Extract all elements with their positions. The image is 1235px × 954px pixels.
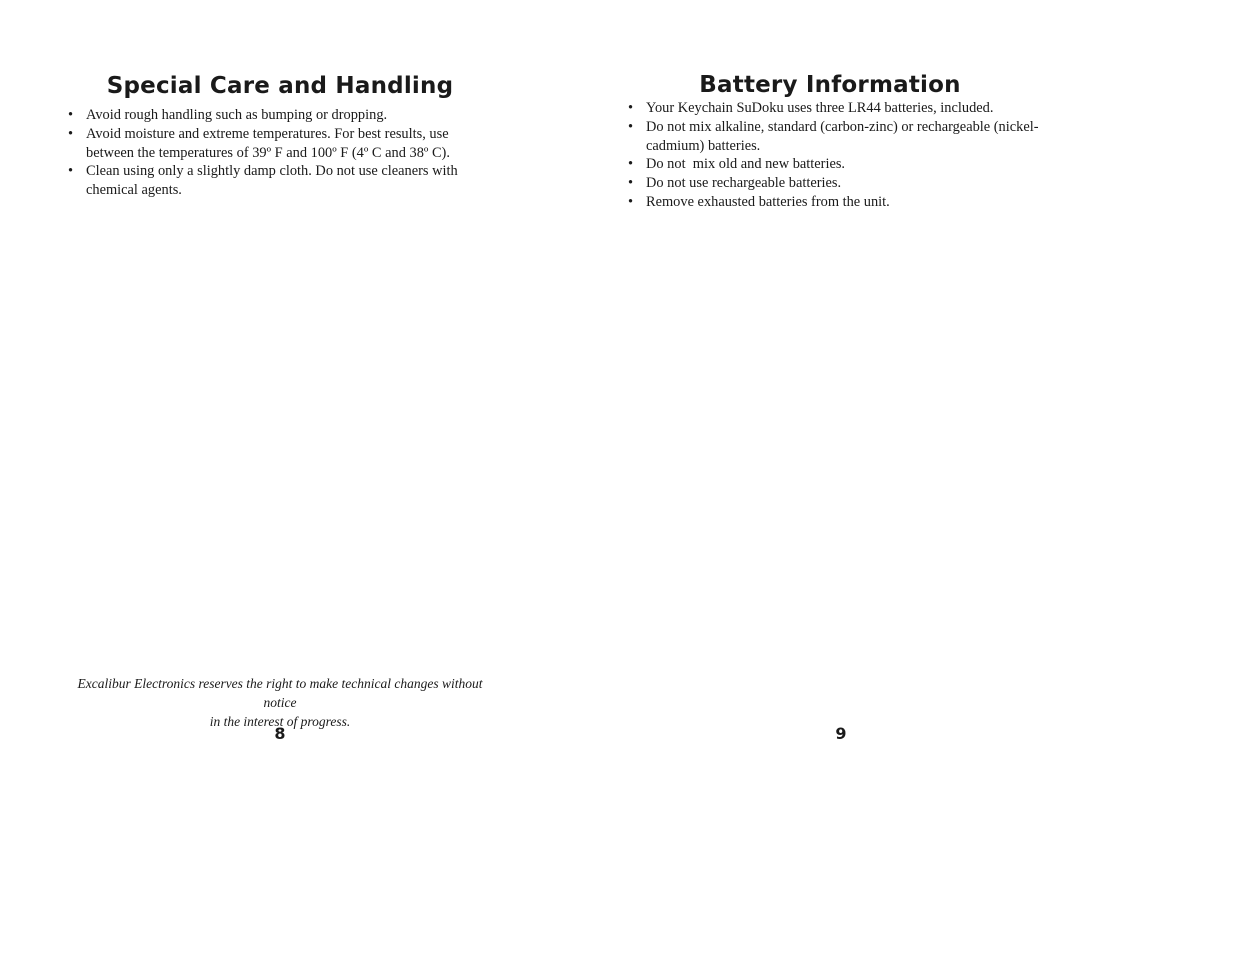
list-item-text: Avoid rough handling such as bumping or dropping.: [86, 107, 388, 123]
care-handling-heading: Special Care and Handling: [106, 73, 454, 99]
list-item: [620, 174, 1040, 193]
bullet-icon: •: [68, 163, 74, 180]
page-number: 9: [835, 724, 847, 743]
bullet-icon: •: [628, 156, 634, 173]
page-number: 8: [274, 724, 286, 743]
list-item: [620, 99, 1040, 118]
battery-info-list: [620, 99, 1040, 212]
bullet-icon: •: [628, 193, 634, 210]
care-handling-list: [60, 106, 500, 200]
list-item: [60, 125, 500, 163]
list-item-text: Do not mix alkaline, standard (carbon-zinc) or rechargeable (nickel-cadmium) batteries.: [646, 118, 1039, 154]
list-item-text: Avoid moisture and extreme temperatures. For best results, use between the temperatures of 39º F and 100º F (4º C and 38º C).: [86, 125, 450, 161]
bullet-icon: •: [628, 175, 634, 192]
bullet-icon: •: [628, 100, 634, 116]
disclaimer-note: [60, 674, 500, 731]
disclaimer-line-2: in the interest of progress.: [209, 714, 351, 729]
list-item: [60, 162, 500, 200]
list-item: [620, 155, 1040, 174]
list-item-text: Remove exhausted batteries from the unit.: [646, 193, 890, 210]
bullet-icon: •: [68, 125, 74, 142]
list-item-text: Your Keychain SuDoku uses three LR44 batteries, included.: [646, 100, 994, 116]
list-item-text: Do not use rechargeable batteries.: [646, 175, 842, 192]
battery-info-heading: Battery Information: [699, 72, 961, 98]
right-page: [620, 0, 1040, 954]
list-item: [620, 193, 1040, 212]
list-item-text: Clean using only a slightly damp cloth. Do not use cleaners with chemical agents.: [86, 163, 458, 199]
disclaimer-line-1: Excalibur Electronics reserves the right to make technical changes without notice: [77, 676, 483, 710]
list-item: [620, 118, 1040, 156]
list-item-text: Do not mix old and new batteries.: [646, 156, 846, 173]
left-page: [60, 0, 500, 954]
bullet-icon: •: [628, 118, 634, 135]
bullet-icon: •: [68, 107, 74, 123]
list-item: [60, 106, 500, 125]
